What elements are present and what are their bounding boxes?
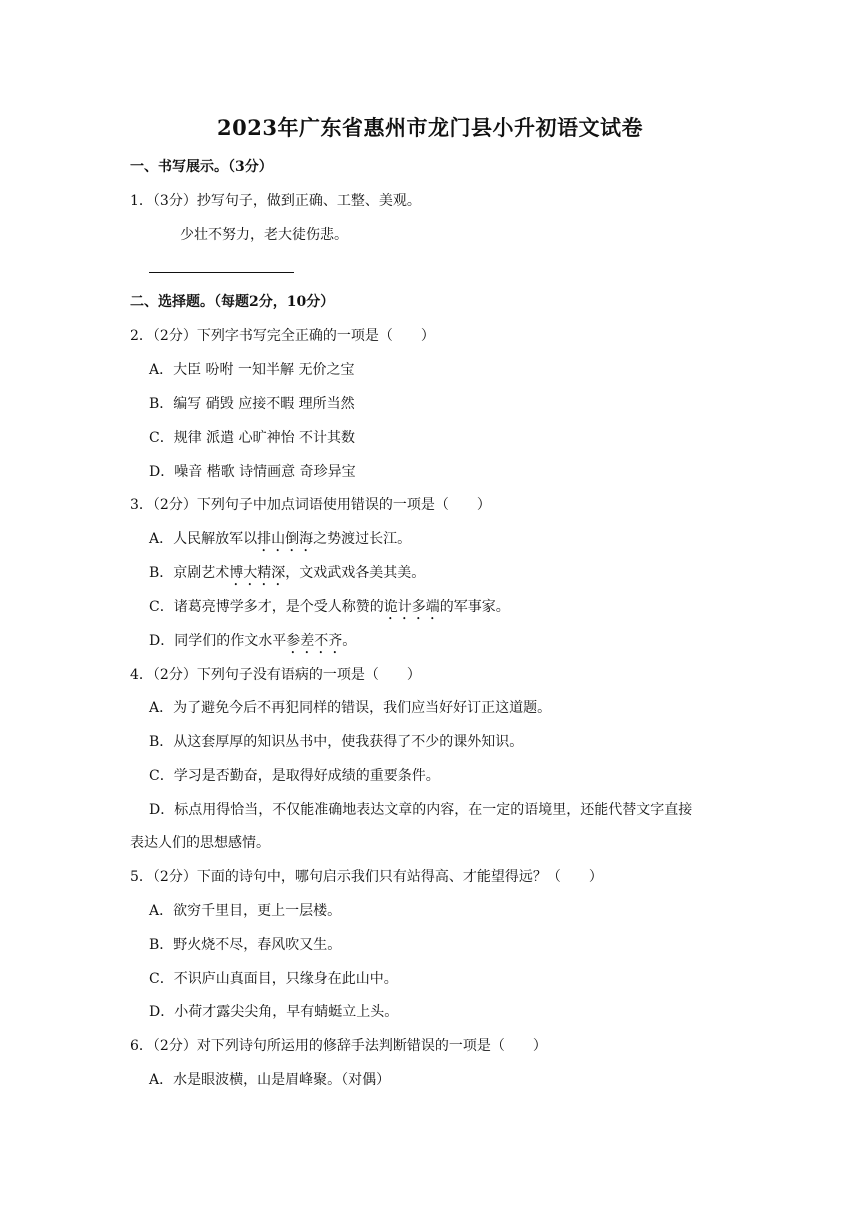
question-2-option-c: C．规律 派遣 心旷神怡 不计其数 (149, 430, 356, 446)
question-1-stem: 1．（3分）抄写句子，做到正确、工整、美观。 (130, 193, 421, 209)
option-text: D．同学们的作文水平 (149, 633, 287, 649)
option-text: C．诸葛亮博学多才，是个受人称赞的 (149, 599, 384, 615)
option-text: 。 (342, 633, 357, 649)
question-4-option-d-continued: 表达人们的思想感情。 (130, 835, 270, 851)
option-text: 的军事家。 (439, 599, 510, 615)
question-3-option-d (149, 631, 356, 657)
question-5-stem: 5．（2分）下面的诗句中，哪句启示我们只有站得高、才能望得远？（ ） (130, 869, 603, 885)
question-2-option-b: B．编写 硝毁 应接不暇 理所当然 (149, 396, 355, 412)
page-title: 2023年广东省惠州市龙门县小升初语文试卷 (217, 115, 643, 140)
question-4-stem: 4．（2分）下列句子没有语病的一项是（ ） (130, 667, 421, 683)
option-text: A．人民解放军以 (149, 531, 258, 547)
question-3-option-a (149, 529, 411, 555)
option-text: ，文戏武戏各美其美。 (285, 565, 426, 581)
question-6-stem: 6．（2分）对下列诗句所运用的修辞手法判断错误的一项是（ ） (130, 1038, 547, 1054)
question-2-option-a: A．大臣 吩咐 一知半解 无价之宝 (149, 362, 355, 378)
question-4-option-c: C．学习是否勤奋，是取得好成绩的重要条件。 (149, 768, 440, 784)
answer-blank-line (149, 272, 294, 273)
question-2-option-d: D．噪音 楷歌 诗情画意 奇珍异宝 (149, 464, 356, 480)
dotted-word: 排山倒海 (257, 531, 314, 547)
option-text: 之势渡过长江。 (313, 531, 412, 547)
question-4-option-a: A．为了避免今后不再犯同样的错误，我们应当好好订正这道题。 (149, 700, 552, 716)
question-5-option-c: C．不识庐山真面目，只缘身在此山中。 (149, 971, 398, 987)
question-5-option-b: B．野火烧不尽，春风吹又生。 (149, 937, 342, 953)
question-3-option-b (149, 563, 425, 589)
question-5-option-d: D．小荷才露尖尖角，早有蜻蜓立上头。 (149, 1004, 399, 1020)
question-5-option-a: A．欲穷千里目，更上一层楼。 (149, 903, 342, 919)
question-2-stem: 2．（2分）下列字书写完全正确的一项是（ ） (130, 328, 435, 344)
question-3-stem: 3．（2分）下列句子中加点词语使用错误的一项是（ ） (130, 497, 491, 513)
question-6-option-a: A．水是眼波横，山是眉峰聚。（对偶） (149, 1072, 391, 1088)
section-heading-1: 一、书写展示。（3分） (130, 159, 273, 175)
question-4-option-d: D．标点用得恰当，不仅能准确地表达文章的内容，在一定的语境里，还能代替文字直接 (149, 802, 693, 818)
dotted-word: 诡计多端 (383, 599, 440, 615)
question-1-sentence: 少壮不努力，老大徒伤悲。 (180, 227, 348, 243)
dotted-word: 博大精深 (229, 565, 286, 581)
option-text: B．京剧艺术 (149, 565, 230, 581)
section-heading-2: 二、选择题。（每题2分，10分） (130, 294, 335, 310)
dotted-word: 参差不齐 (286, 633, 343, 649)
question-3-option-c (149, 597, 510, 623)
question-4-option-b: B．从这套厚厚的知识丛书中，使我获得了不少的课外知识。 (149, 734, 524, 750)
